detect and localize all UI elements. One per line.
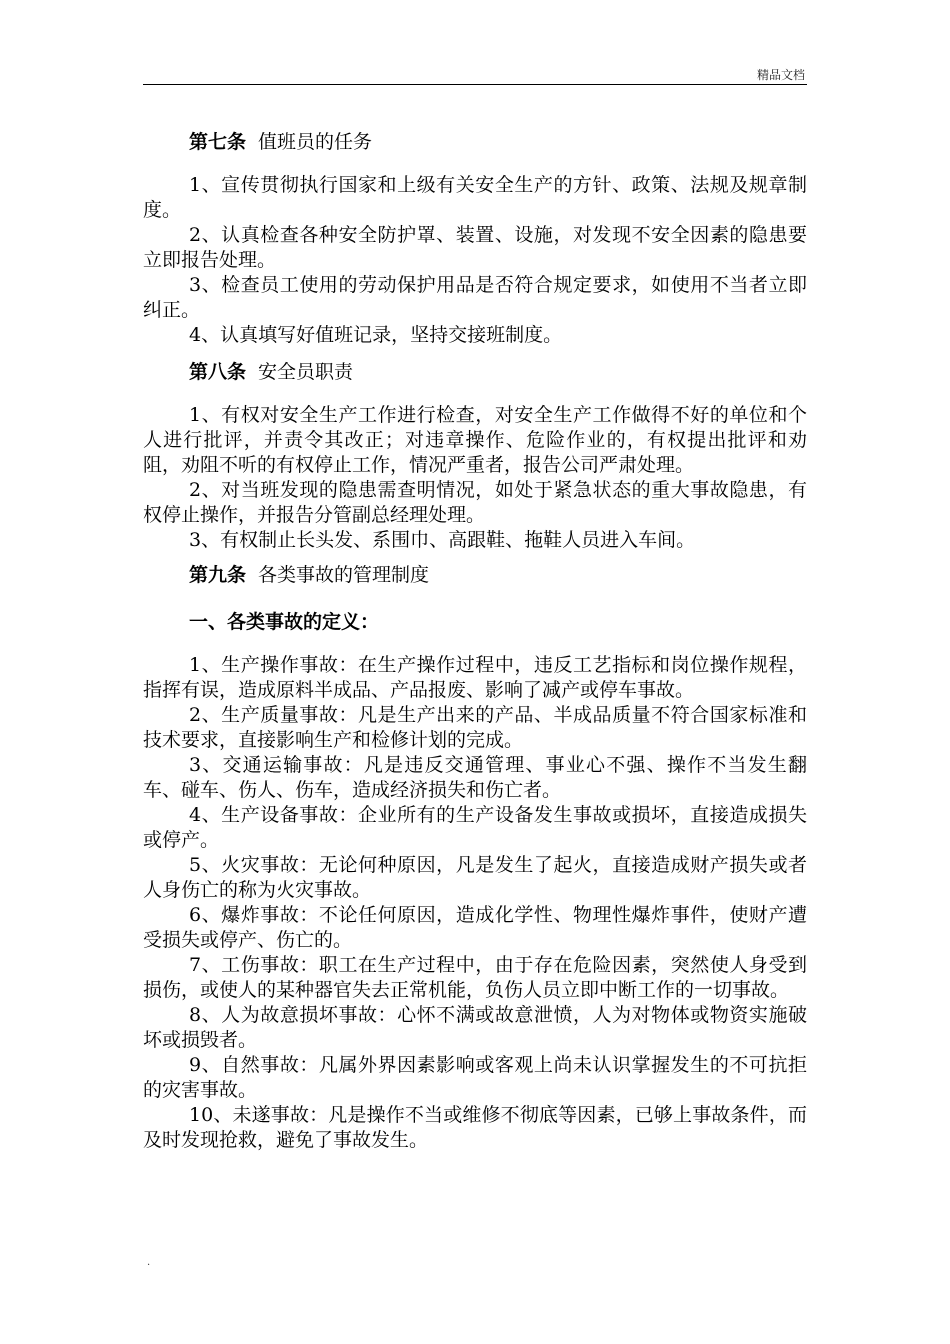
section-1-heading: 一、各类事故的定义： xyxy=(189,611,380,633)
article-7-number: 第七条 xyxy=(189,131,247,153)
accident-definition-item: 7、工伤事故：职工在生产过程中，由于存在危险因素，突然使人身受到损伤，或使人的某种器官失去正常机能，负伤人员立即中断工作的一切事故。 xyxy=(143,954,807,1001)
article-7-heading xyxy=(143,130,807,155)
accident-definition-item: 4、生产设备事故：企业所有的生产设备发生事故或损坏，直接造成损失或停产。 xyxy=(143,804,807,851)
accident-definition-item: 1、生产操作事故：在生产操作过程中，违反工艺指标和岗位操作规程，指挥有误，造成原料半成品、产品报废、影响了减产或停车事故。 xyxy=(143,654,807,701)
article-8-title: 安全员职责 xyxy=(258,361,354,383)
article-8-heading xyxy=(143,360,807,385)
article-9-number: 第九条 xyxy=(189,564,247,586)
header-label: 精品文档 xyxy=(756,68,805,82)
article-7-title: 值班员的任务 xyxy=(258,131,373,153)
article-8-item: 2、对当班发现的隐患需查明情况，如处于紧急状态的重大事故隐患，有权停止操作，并报告分管副总经理处理。 xyxy=(143,479,807,526)
article-8-item: 1、有权对安全生产工作进行检查，对安全生产工作做得不好的单位和个人进行批评，并责令其改正；对违章操作、危险作业的，有权提出批评和劝阻，劝阻不听的有权停止工作，情况严重者，报告公司严肃处理。 xyxy=(143,404,807,476)
accident-definition-item: 3、交通运输事故：凡是违反交通管理、事业心不强、操作不当发生翻车、碰车、伤人、伤车，造成经济损失和伤亡者。 xyxy=(143,754,807,801)
accident-definition-item: 8、人为故意损坏事故：心怀不满或故意泄愤，人为对物体或物资实施破坏或损毁者。 xyxy=(143,1004,807,1051)
footer-mark: . xyxy=(147,1257,151,1268)
accident-definition-item: 6、爆炸事故：不论任何原因，造成化学性、物理性爆炸事件，使财产遭受损失或停产、伤亡的。 xyxy=(143,904,807,951)
article-7-item: 2、认真检查各种安全防护罩、装置、设施，对发现不安全因素的隐患要立即报告处理。 xyxy=(143,224,807,271)
article-9-title: 各类事故的管理制度 xyxy=(258,564,430,586)
article-9-heading xyxy=(143,563,807,588)
accident-definition-item: 5、火灾事故：无论何种原因，凡是发生了起火，直接造成财产损失或者人身伤亡的称为火灾事故。 xyxy=(143,854,807,901)
article-7-item: 1、宣传贯彻执行国家和上级有关安全生产的方针、政策、法规及规章制度。 xyxy=(143,174,807,221)
article-7-item: 4、认真填写好值班记录，坚持交接班制度。 xyxy=(189,324,563,346)
article-8-item: 3、有权制止长头发、系围巾、高跟鞋、拖鞋人员进入车间。 xyxy=(189,529,696,551)
accident-definition-item: 10、未遂事故：凡是操作不当或维修不彻底等因素，已够上事故条件，而及时发现抢救，避免了事故发生。 xyxy=(143,1104,807,1151)
article-7-item: 3、检查员工使用的劳动保护用品是否符合规定要求，如使用不当者立即纠正。 xyxy=(143,274,807,321)
header-divider xyxy=(143,84,807,85)
accident-definition-item: 9、自然事故：凡属外界因素影响或客观上尚未认识掌握发生的不可抗拒的灾害事故。 xyxy=(143,1054,807,1101)
article-8-number: 第八条 xyxy=(189,361,247,383)
accident-definition-item: 2、生产质量事故：凡是生产出来的产品、半成品质量不符合国家标准和技术要求，直接影响生产和检修计划的完成。 xyxy=(143,704,807,751)
document-body xyxy=(143,130,807,1153)
